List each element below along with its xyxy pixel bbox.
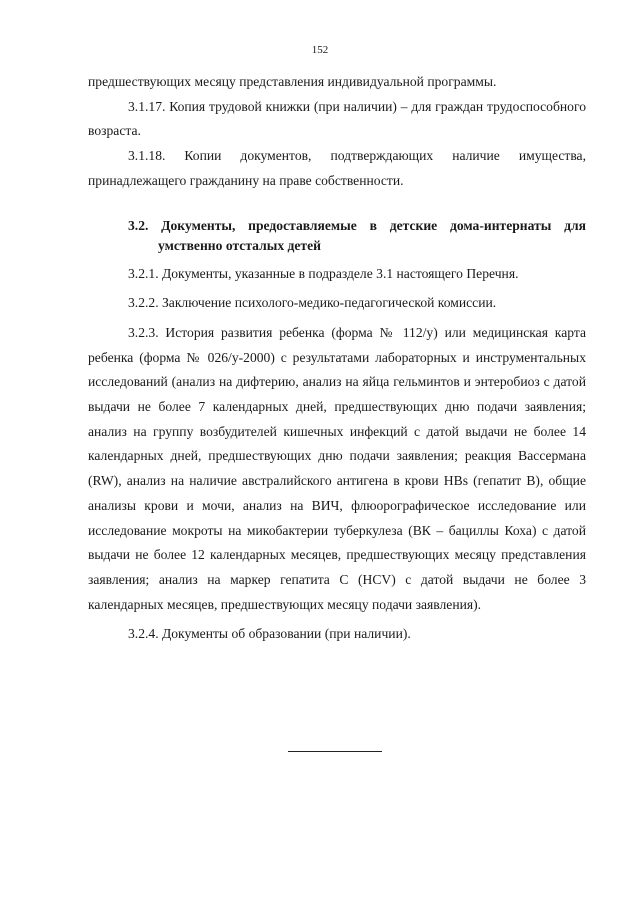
paragraph-3-2-2: 3.2.2. Заключение психолого-медико-педагогической комиссии. [128,295,497,311]
paragraph-3-2-1: 3.2.1. Документы, указанные в подразделе 3.1 настоящего Перечня. [128,265,519,281]
paragraph-3-1-17: 3.1.17. Копия трудовой книжки (при наличии) – для граждан трудоспособного возраста. [88,98,586,139]
section-heading-3-2: 3.2. Документы, предоставляемые в детские дома-интернаты для умственно отсталых детей [128,217,586,253]
paragraph-continuation: предшествующих месяцу представления индивидуальной программы. [88,74,497,89]
document-body [88,70,586,647]
paragraph-3-2-4: 3.2.4. Документы об образовании (при наличии). [128,626,411,642]
paragraph-3-1-18: 3.1.18. Копии документов, подтверждающих наличие имущества, принадлежащего гражданину на праве собственности. [88,148,586,188]
paragraph-3-2-3: 3.2.3. История развития ребенка (форма № 112/у) или медицинская карта ребенка (форма № 026/у-2000) с результатами лабораторных и инструментальных исследований (анализ на дифтерию, анализ на яйца гельминтов и энтеробиоз с датой выдачи не более 7 календарных дней, предшествующих дню подачи заявления; анализ на группу возбудителей кишечных инфекций с датой выдачи не более 14 календарных дней, предшествующих дню подачи заявления; реакция Вассермана (RW), анализ на наличие австралийского антигена в крови HBs (гепатит B), общие анализы крови и мочи, анализ на ВИЧ, флюорографическое исследование или исследование мокроты на микобактерии туберкулеза (ВК – бациллы Коха) с датой выдачи не более 12 календарных месяцев, предшествующих месяцу представления заявления; анализ на маркер гепатита С (HCV) с датой выдачи не более 3 календарных месяцев, предшествующих месяцу подачи заявления). [88,324,586,612]
page-number: 152 [311,44,329,56]
end-divider-line [288,751,382,752]
